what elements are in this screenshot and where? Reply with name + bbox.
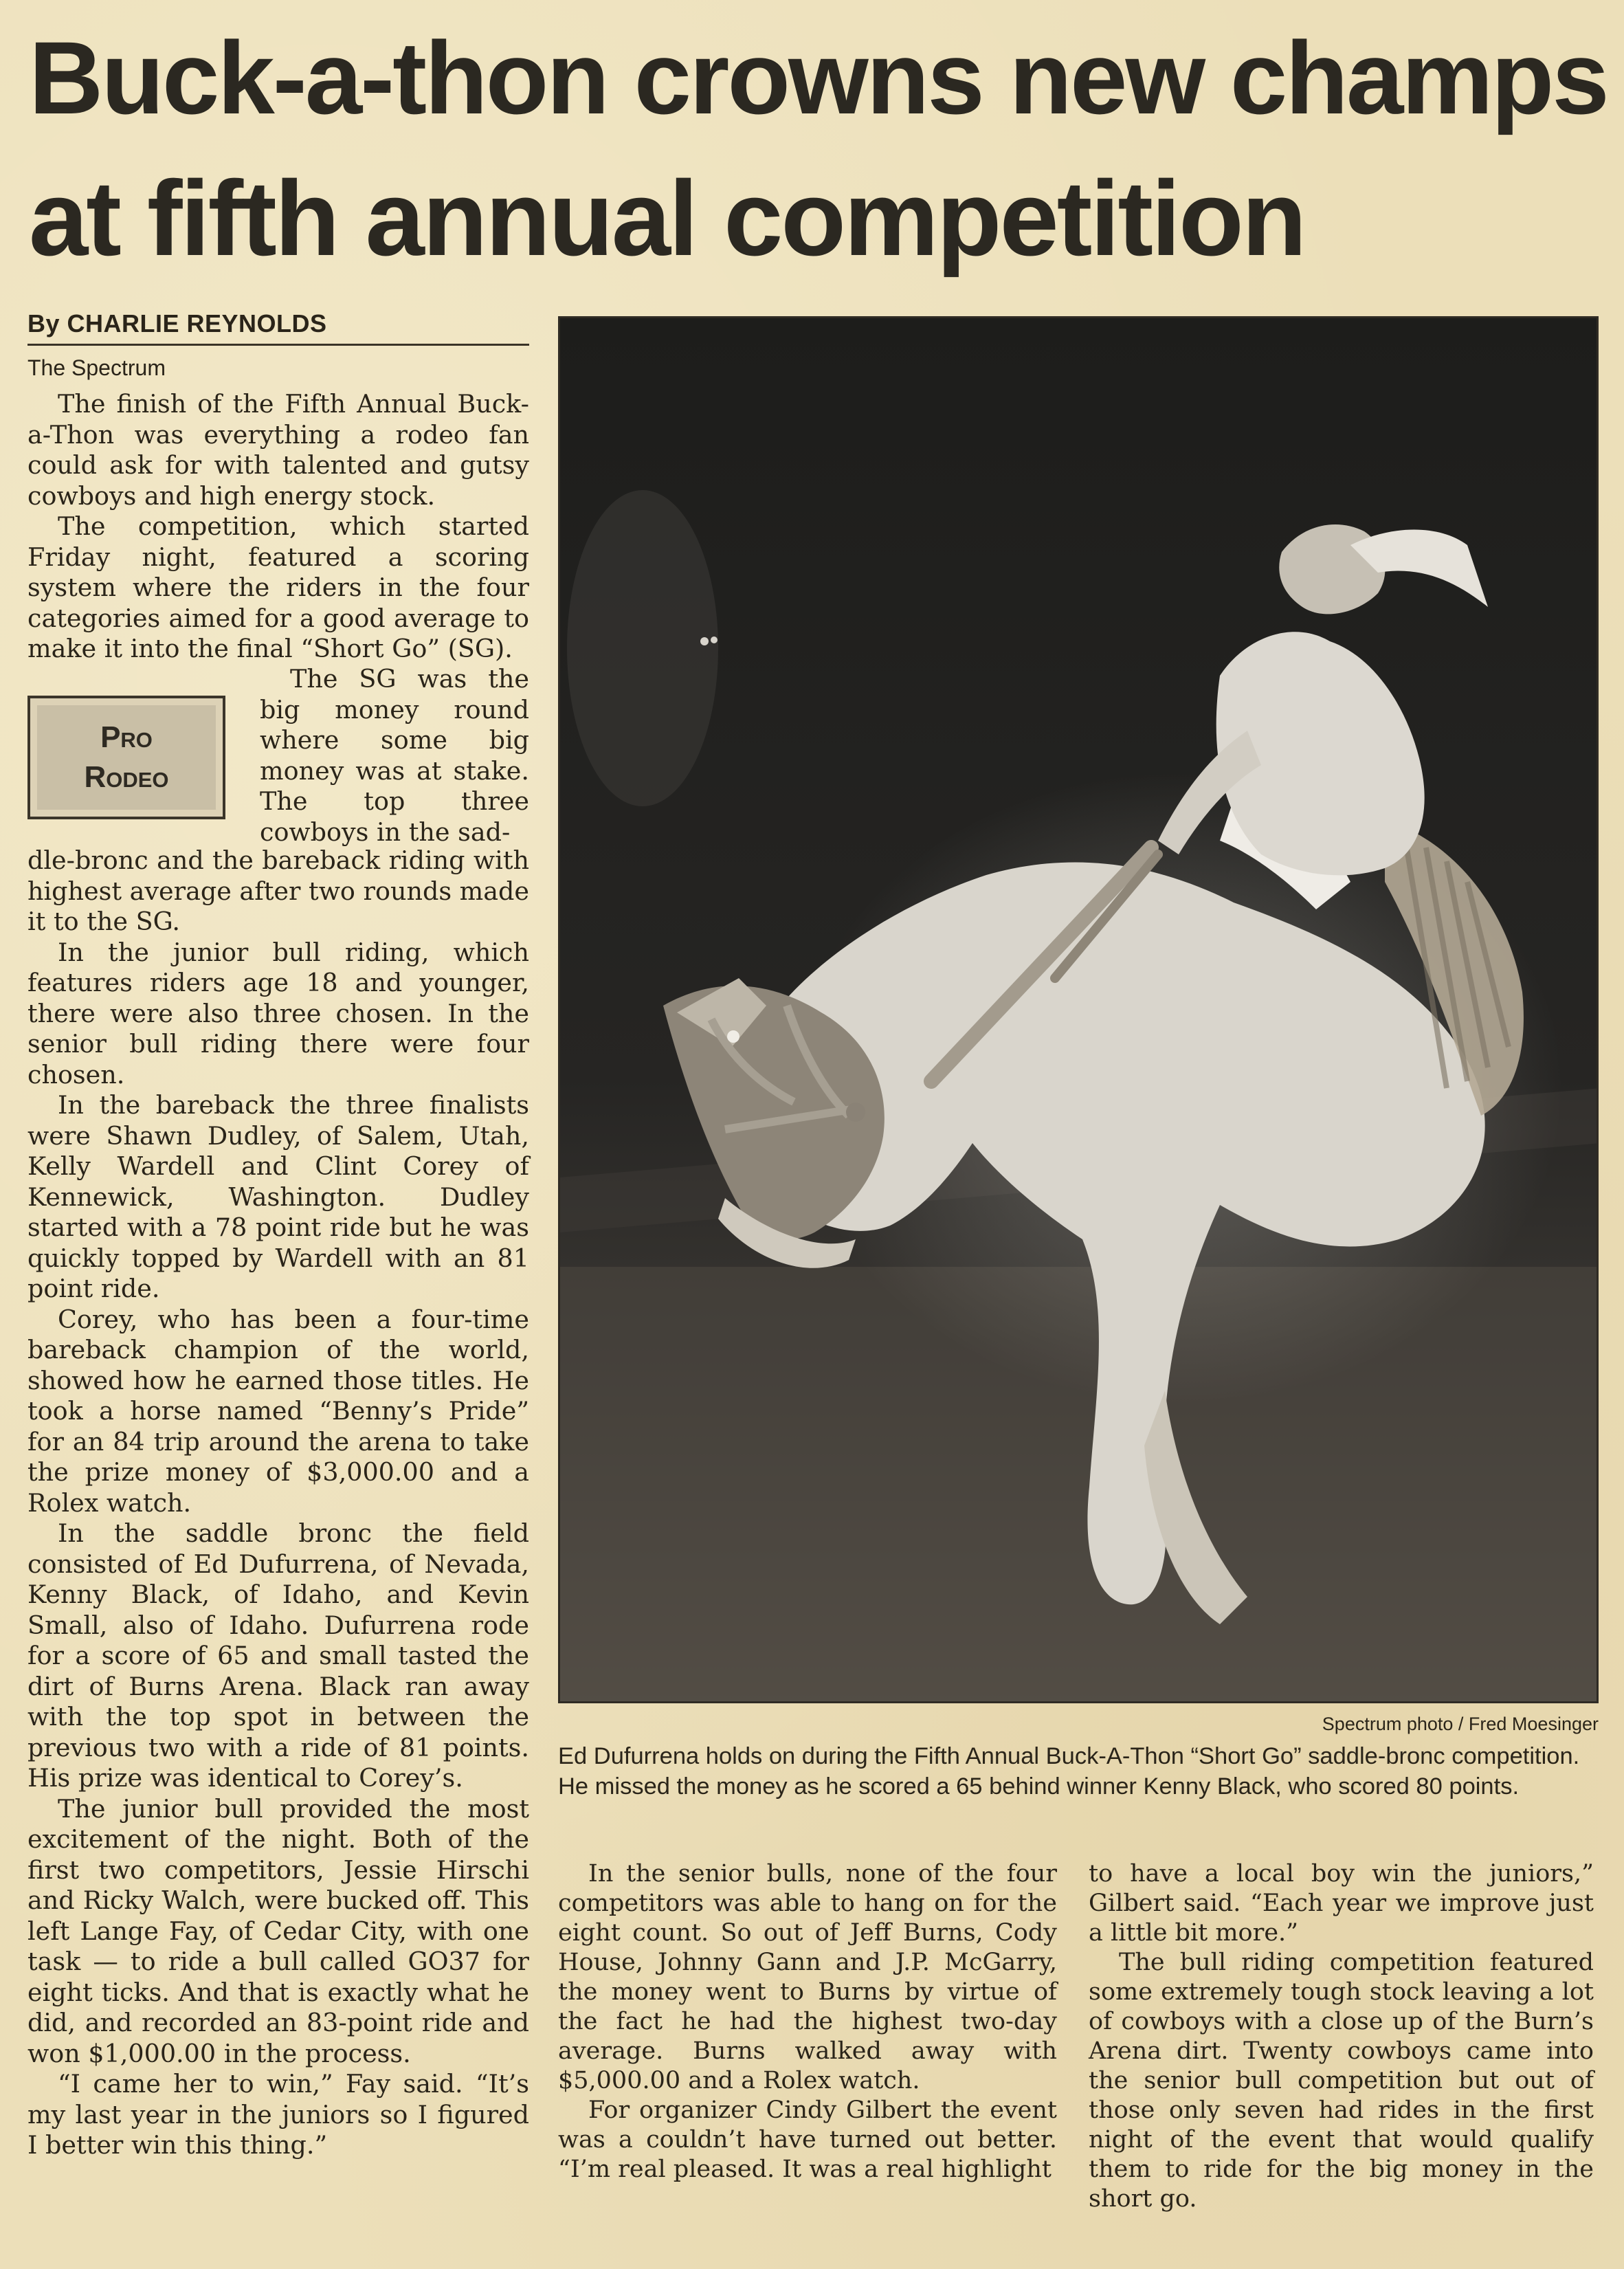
rodeo-photo [558,316,1599,1703]
paragraph: dle-bronc and the bareback riding with highest average after two rounds made it to the SG. [27,845,529,936]
photo-caption: Ed Dufurrena holds on during the Fifth Annual Buck-A-Thon “Short Go” saddle-bronc competition. He missed the money as he scored a 65 behind winner Kenny Black, who scored 80 points. [558,1743,1580,1800]
paragraph: In the bareback the three finalists were Shawn Dudley, of Salem, Utah, Kelly Wardell and Clint Corey of Kennewick, Washington. Dudley started with a 78 point ride but he was quickly topped by Wardell with an 81 point ride. [27,1090,529,1303]
article-column-1-wrap [260,664,529,848]
byline: By CHARLIE REYNOLDS [27,309,529,346]
section-label-box [27,696,225,819]
paragraph: The finish of the Fifth Annual Buck-a-Thon was everything a rodeo fan could ask for with talented and gutsy cowboys and high energy stock. [27,389,529,511]
source-label: The Spectrum [27,355,166,380]
section-label-pro: Pro [100,720,153,754]
bronc-rider-illustration [560,318,1599,1703]
paragraph: Corey, who has been a four-time bareback champion of the world, showed how he earned those titles. He took a horse named “Benny’s Pride” for an 84 trip around the arena to take the prize money of $3,000.00 and a Rolex watch. [27,1304,529,1518]
paragraph: In the saddle bronc the field consisted of Ed Dufurrena, of Nevada, Kenny Black, of Idaho, and Kevin Small, also of Idaho. Dufurrena rode for a score of 65 and small tasted the dirt of Burns Arena. Black ran away with the top spot in between the previous two with a ride of 81 points. His prize was identical to Corey’s. [27,1518,529,1793]
paragraph: In the junior bull riding, which features riders age 18 and younger, there were also three chosen. In the senior bull riding there were four chosen. [27,937,529,1089]
paragraph: The SG was the big money round where some big money was at stake. The top three cowboys in the sad- [260,664,529,847]
headline-line-2: at fifth annual competition [29,159,1305,278]
paragraph: The junior bull provided the most excitement of the night. Both of the first two competitors, Jessie Hirschi and Ricky Walch, were bucked off. This left Lange Fay, of Cedar City, with one task — to ride a bull called GO37 for eight ticks. And that is exactly what he did, and recorded an 83-point ride and won $1,000.00 in the process. [27,1793,529,2068]
paragraph: The bull riding competition featured some extremely tough stock leaving a lot of cowboys with a close up of the Burn’s Arena dirt. Twenty cowboys came into the senior bull competition but out of those only seven had rides in the first night of the event that would qualify them to ride for the big money in the short go. [1089,1949,1594,2213]
article-column-1-body [27,845,529,2161]
article-column-1-top [27,389,529,665]
headline-line-1: Buck-a-thon crowns new champs [29,20,1608,135]
paragraph: The competition, which started Friday night, featured a scoring system where the riders in the four categories aimed for a good average to make it into the final “Short Go” (SG). [27,511,529,663]
paragraph: In the senior bulls, none of the four competitors was able to hang on for the eight count. So out of Jeff Burns, Cody House, Johnny Gann and J.P. McGarry, the money went to Burns by virtue of the fact he had the highest two-day average. Burns walked away with $5,000.00 and a Rolex watch. [558,1860,1057,2094]
paragraph: For organizer Cindy Gilbert the event was a couldn’t have turned out better. “I’m real pleased. It was a real highlight [558,2096,1057,2183]
article-column-3 [1089,1859,1594,2214]
article-column-2 [558,1859,1057,2184]
paragraph: “I came her to win,” Fay said. “It’s my last year in the juniors so I figured I better win this thing.” [27,2069,529,2160]
section-label-rodeo: Rodeo [84,760,169,794]
paragraph: to have a local boy win the juniors,” Gilbert said. “Each year we improve just a little bit more.” [1089,1860,1594,1947]
photo-credit: Spectrum photo / Fred Moesinger [1322,1714,1599,1734]
